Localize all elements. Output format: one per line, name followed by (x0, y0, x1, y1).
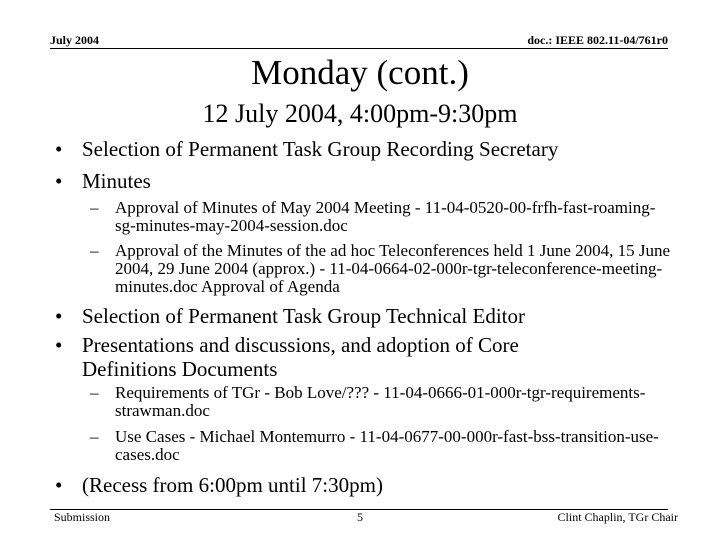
bullet-marker: • (55, 137, 63, 161)
bullet-text: Definitions Documents (82, 357, 278, 381)
bullet-text: (Recess from 6:00pm until 7:30pm) (82, 473, 383, 497)
header-doc-id: doc.: IEEE 802.11-04/761r0 (527, 33, 668, 47)
slide-title: Monday (cont.) (251, 53, 469, 92)
footer-author: Clint Chaplin, TGr Chair (557, 510, 678, 524)
bullet-text: Minutes (82, 169, 151, 193)
footer-submission: Submission (54, 510, 111, 524)
header-date: July 2004 (50, 33, 100, 47)
bullet-text: Selection of Permanent Task Group Technical Editor (82, 304, 525, 328)
sub-text: Requirements of TGr - Bob Love/??? - 11-04-0666-01-000r-tgr-requirements-strawman.doc (115, 383, 646, 420)
header-rule (50, 48, 668, 49)
sub-marker: – (90, 198, 99, 217)
sub-marker: – (90, 383, 99, 402)
slide-subtitle: 12 July 2004, 4:00pm-9:30pm (202, 99, 518, 128)
bullet-text: Selection of Permanent Task Group Recording Secretary (82, 137, 559, 161)
bullet-marker: • (55, 304, 63, 328)
bullet-marker: • (55, 169, 63, 193)
sub-text: Use Cases - Michael Montemurro - 11-04-0677-00-000r-fast-bss-transition-use-cases.doc (115, 427, 659, 464)
sub-marker: – (90, 427, 99, 446)
sub-text: Approval of the Minutes of the ad hoc Teleconferences held 1 June 2004, 15 June 2004, 29 June 2004 (approx.) - 11-04-0664-02-000r-tgr-teleconference-meeting-minutes.doc Approval of Agenda (115, 241, 671, 296)
footer-page-number: 5 (357, 510, 363, 524)
bullet-marker: • (55, 333, 63, 357)
bullet-text: Presentations and discussions, and adoption of Core (82, 333, 519, 357)
sub-text: Approval of Minutes of May 2004 Meeting - 11-04-0520-00-frfh-fast-roaming-sg-minutes-may-2004-session.doc (115, 198, 656, 235)
sub-marker: – (90, 241, 99, 260)
bullet-marker: • (55, 473, 63, 497)
